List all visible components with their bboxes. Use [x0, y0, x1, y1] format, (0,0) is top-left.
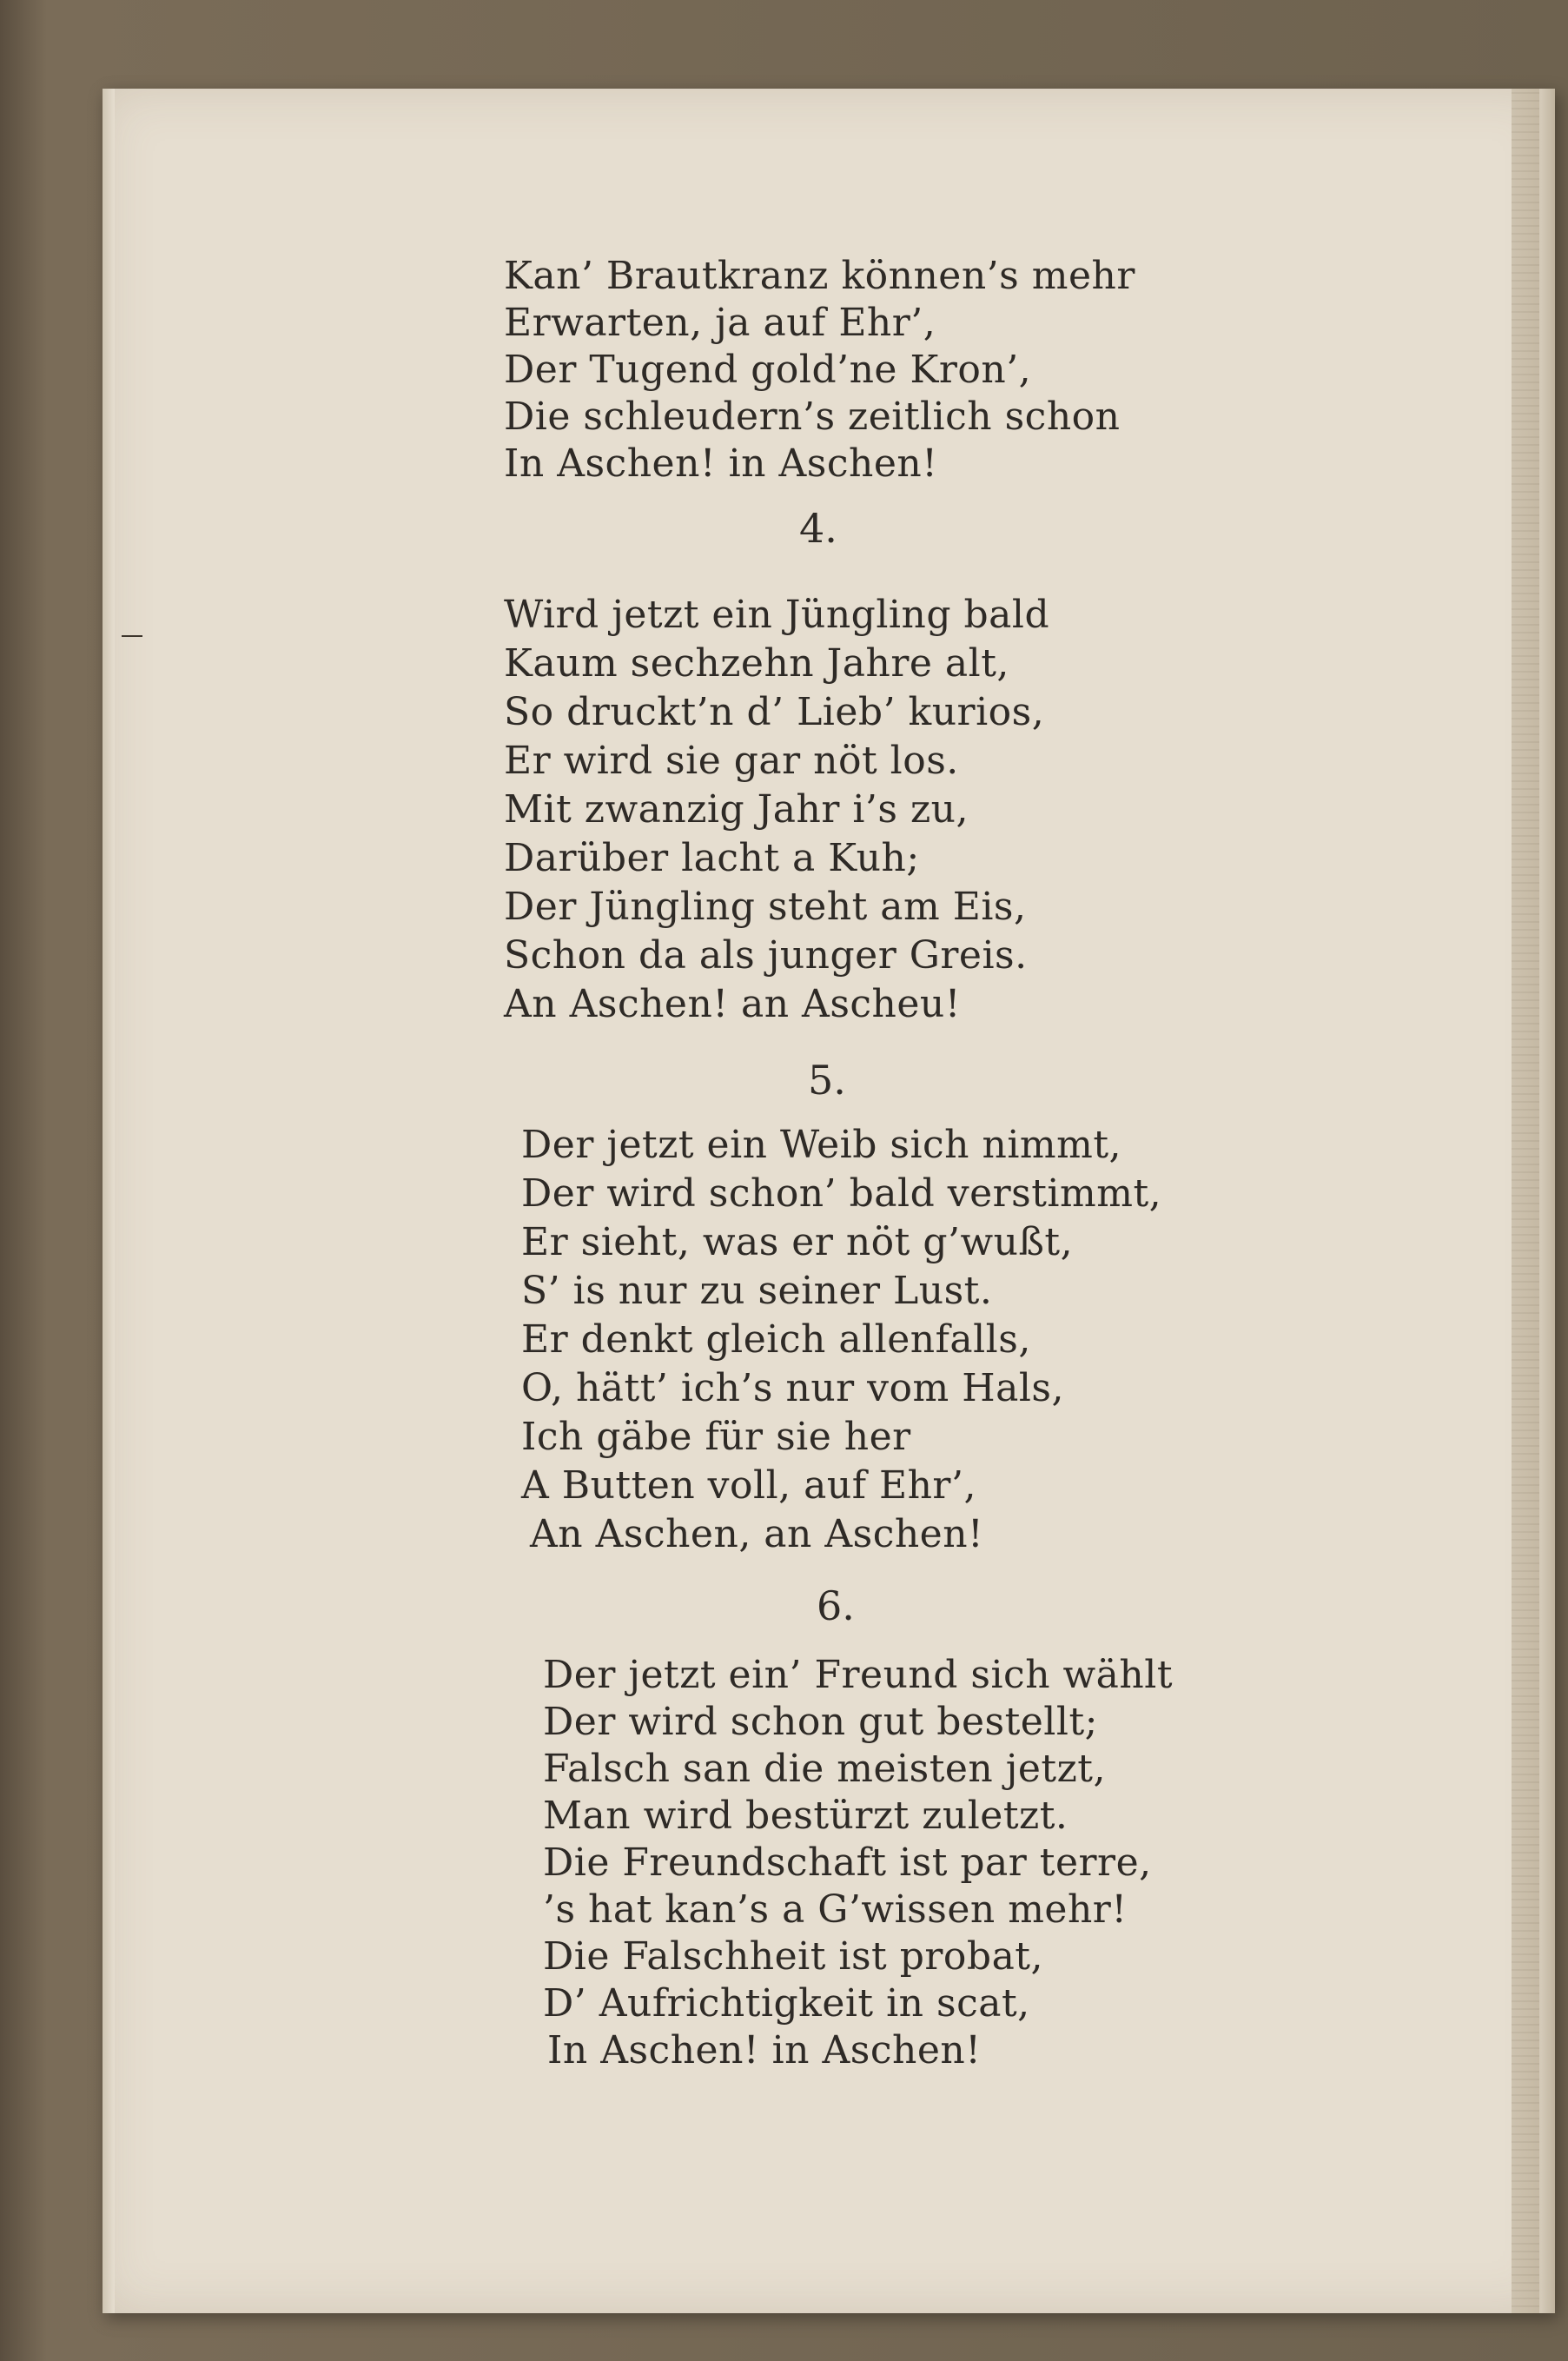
verse-line: Der Jüngling steht am Eis,: [504, 885, 1027, 929]
verse-line: Wird jetzt ein Jüngling bald: [504, 593, 1050, 637]
verse-line: Kaum sechzehn Jahre alt,: [504, 641, 1009, 686]
verse-line: Der jetzt ein Weib sich nimmt,: [521, 1123, 1122, 1167]
verse-line: Der Tugend gold’ne Kron’,: [504, 348, 1032, 392]
verse-line: Er sieht, was er nöt g’wußt,: [521, 1220, 1074, 1264]
verse-line: So druckt’n d’ Lieb’ kurios,: [504, 690, 1045, 734]
verse-line: S’ is nur zu seiner Lust.: [521, 1269, 993, 1313]
verse-line: ’s hat kan’s a G’wissen mehr!: [543, 1887, 1128, 1932]
verse-line: Der wird schon’ bald verstimmt,: [521, 1171, 1162, 1216]
verse-line: Der wird schon gut bestellt;: [543, 1700, 1098, 1744]
page-binding: [1512, 89, 1539, 2313]
verse-line: Darüber lacht a Kuh;: [504, 836, 920, 880]
verse-line: Die Falschheit ist probat,: [543, 1934, 1043, 1979]
verse-line: A Butten voll, auf Ehr’,: [521, 1463, 976, 1508]
verse-line: Die Freundschaft ist par terre,: [543, 1840, 1152, 1885]
verse-line: In Aschen! in Aschen!: [547, 2028, 982, 2073]
verse-line: Kan’ Brautkranz können’s mehr: [504, 254, 1135, 298]
verse-line: Der jetzt ein’ Freund sich wählt: [543, 1653, 1174, 1697]
stanza-number: 6.: [817, 1582, 855, 1629]
margin-mark: [122, 635, 142, 637]
verse-line: Falsch san die meisten jetzt,: [543, 1747, 1106, 1791]
verse-line: Er wird sie gar nöt los.: [504, 739, 959, 783]
verse-line: In Aschen! in Aschen!: [504, 441, 938, 486]
verse-line: Er denkt gleich allenfalls,: [521, 1317, 1031, 1362]
verse-line: An Aschen, an Aschen!: [530, 1512, 984, 1556]
stanza-number: 4.: [799, 505, 837, 552]
page-left-edge: [103, 89, 115, 2313]
verse-line: Mit zwanzig Jahr i’s zu,: [504, 787, 969, 832]
verse-line: Schon da als junger Greis.: [504, 933, 1028, 978]
stanza-number: 5.: [808, 1057, 846, 1104]
verse-line: Erwarten, ja auf Ehr’,: [504, 301, 936, 345]
verse-line: O, hätt’ ich’s nur vom Hals,: [521, 1366, 1064, 1410]
verse-line: Ich gäbe für sie her: [521, 1415, 911, 1459]
verse-line: Man wird bestürzt zuletzt.: [543, 1794, 1068, 1838]
verse-line: D’ Aufrichtigkeit in scat,: [543, 1981, 1030, 2026]
verse-line: Die schleudern’s zeitlich schon: [504, 395, 1121, 439]
verse-line: An Aschen! an Ascheu!: [504, 982, 961, 1026]
